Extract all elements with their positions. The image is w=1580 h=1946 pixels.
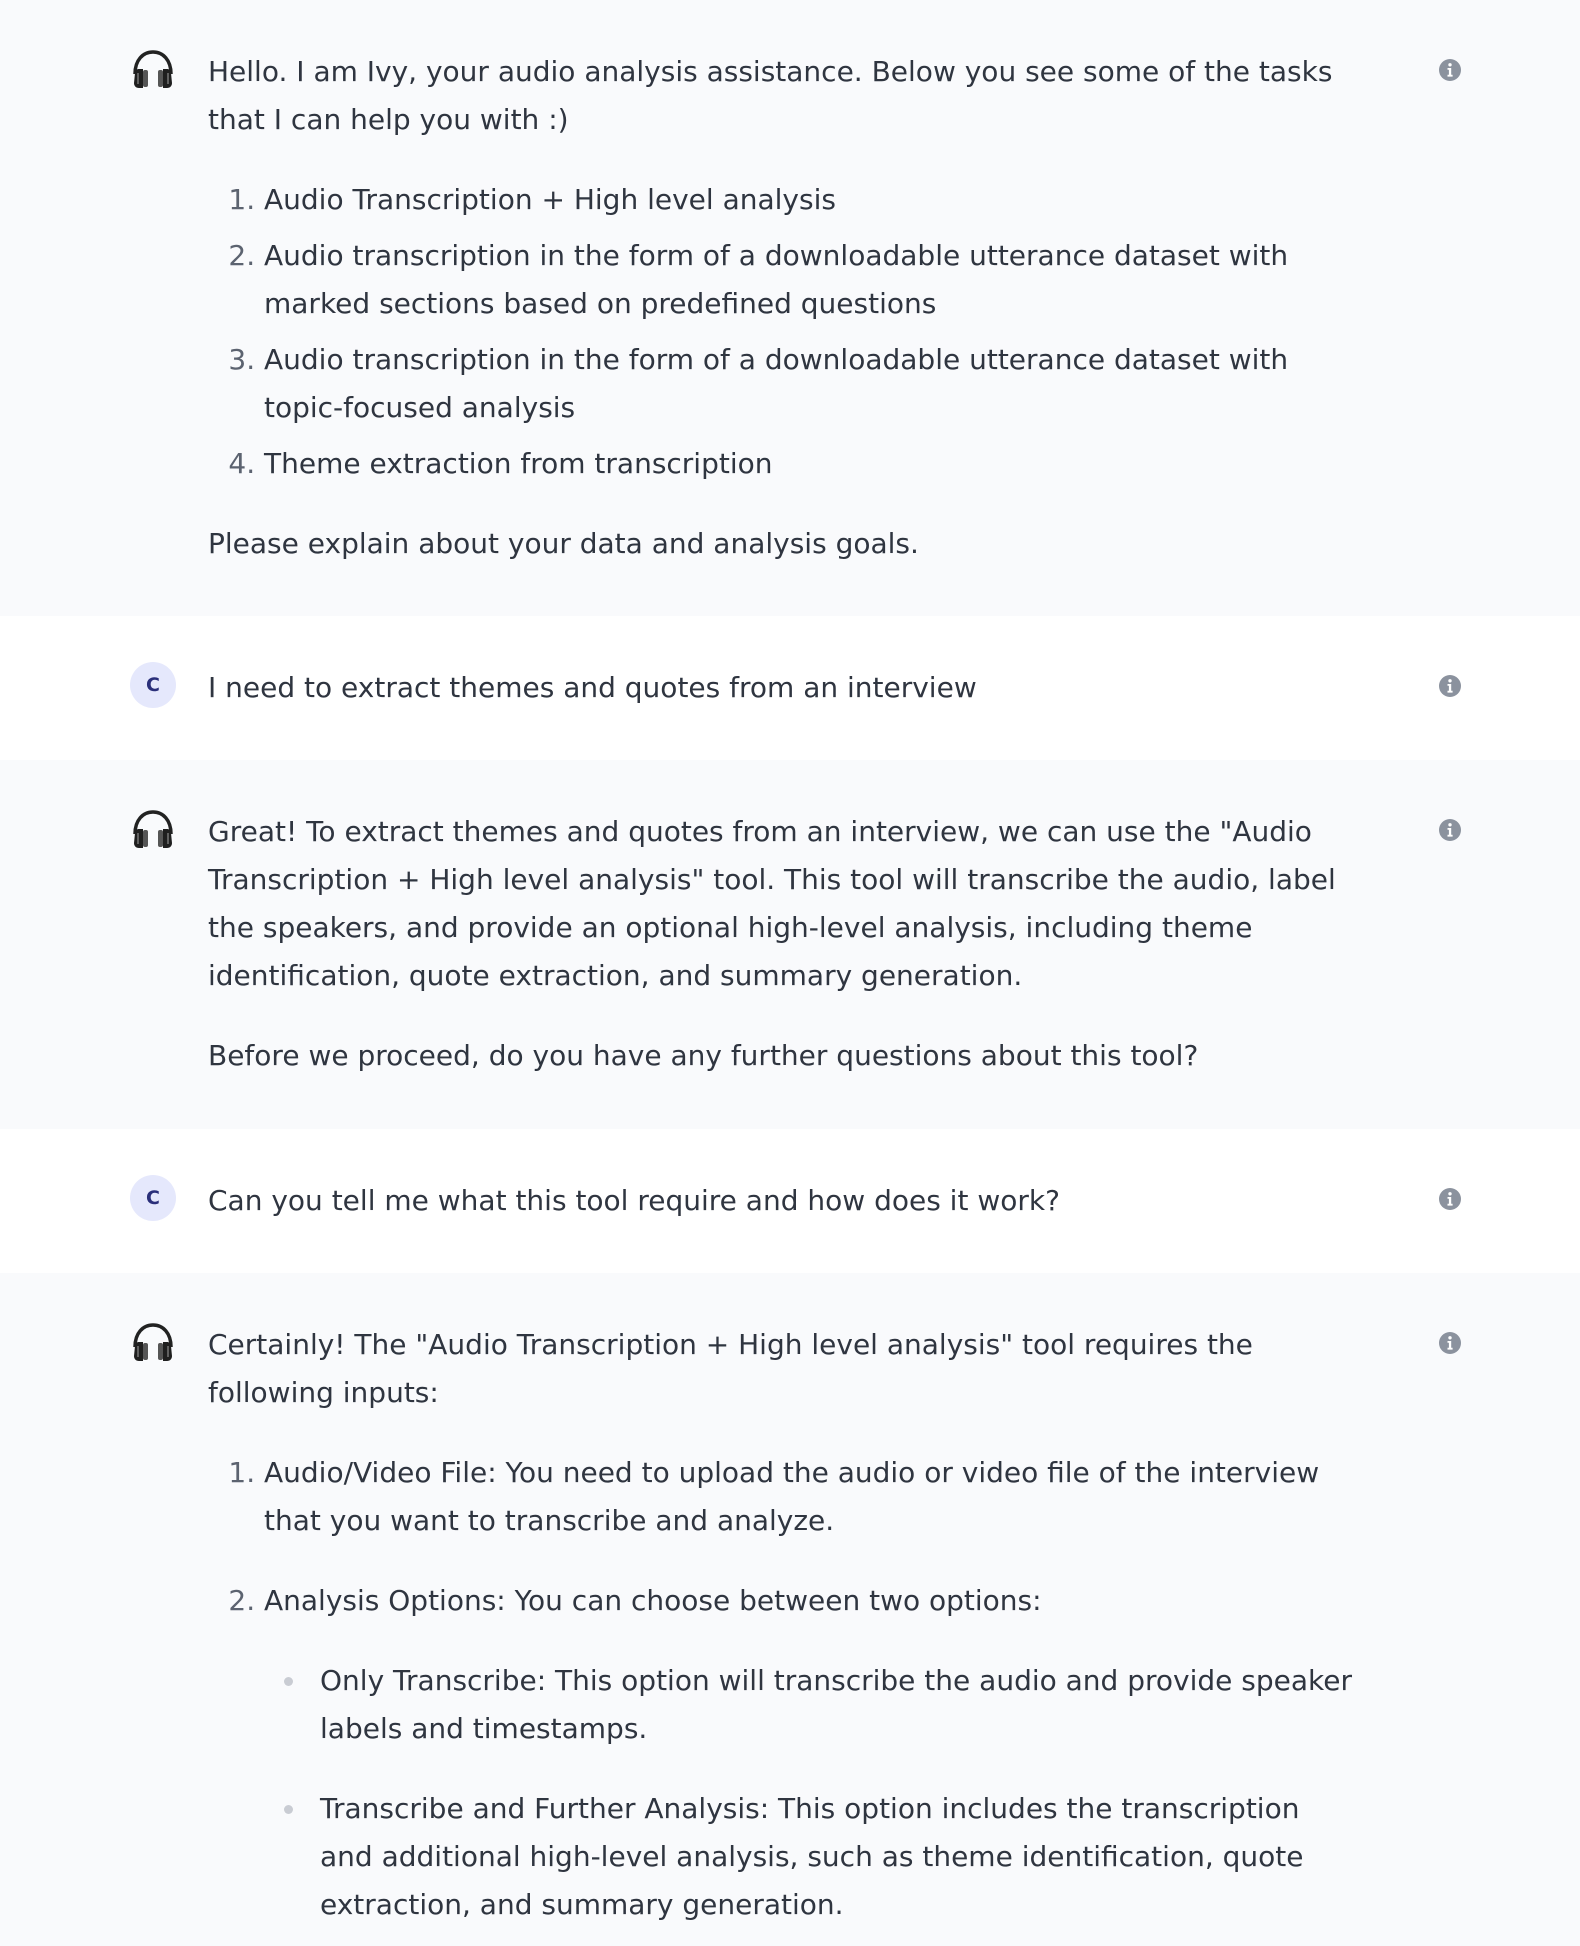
assistant-message [0, 760, 1580, 1129]
list-item: 2. Audio transcription in the form of a downloadable utterance dataset with marked sections based on predefined questions [264, 232, 1356, 328]
message-content [208, 1177, 1356, 1225]
list-item-text: Analysis Options: You can choose between two options: [264, 1584, 1042, 1617]
headphones-icon [130, 806, 176, 852]
list-item [264, 1577, 1356, 1929]
info-icon[interactable] [1438, 674, 1462, 698]
info-icon[interactable] [1438, 818, 1462, 842]
options-list [264, 1657, 1356, 1929]
user-message [0, 1129, 1580, 1273]
list-item-text: Audio/Video File: You need to upload the audio or video file of the interview that you want to transcribe and analyze. [264, 1456, 1320, 1537]
assistant-message [0, 1273, 1580, 1946]
info-icon[interactable] [1438, 1331, 1462, 1355]
list-item [264, 1449, 1356, 1545]
message-text: Can you tell me what this tool require and how does it work? [208, 1184, 1060, 1217]
headphones-icon [130, 1319, 176, 1365]
message-text: Please explain about your data and analysis goals. [208, 527, 919, 560]
message-content [208, 808, 1356, 1080]
requirements-list [208, 1449, 1356, 1929]
list-item: 4. Theme extraction from transcription [264, 440, 1356, 488]
message-text: Certainly! The "Audio Transcription + High level analysis" tool requires the following inputs: [208, 1328, 1253, 1409]
headphones-icon [130, 46, 176, 92]
info-icon[interactable] [1438, 1187, 1462, 1211]
message-content [208, 664, 1356, 712]
avatar: C [130, 1175, 176, 1221]
message-text: Great! To extract themes and quotes from an interview, we can use the "Audio Transcription + High level analysis" tool. This tool will transcribe the audio, label the speakers, and provide an optional high-level analysis, including theme identification, quote extraction, and summary generation. [208, 815, 1336, 992]
message-text: I need to extract themes and quotes from an interview [208, 671, 977, 704]
message-content [208, 48, 1356, 568]
assistant-message [0, 0, 1580, 616]
task-list [208, 176, 1356, 488]
avatar: C [130, 662, 176, 708]
list-item: 3. Audio transcription in the form of a downloadable utterance dataset with topic-focused analysis [264, 336, 1356, 432]
list-item: Only Transcribe: This option will transcribe the audio and provide speaker labels and timestamps. [320, 1657, 1356, 1753]
list-item: 1. Audio Transcription + High level analysis [264, 176, 1356, 224]
message-text: Before we proceed, do you have any further questions about this tool? [208, 1039, 1199, 1072]
message-text: Hello. I am Ivy, your audio analysis assistance. Below you see some of the tasks that I can help you with :) [208, 55, 1333, 136]
message-content [208, 1321, 1356, 1929]
info-icon[interactable] [1438, 58, 1462, 82]
user-message [0, 616, 1580, 760]
list-item: Transcribe and Further Analysis: This option includes the transcription and additional high-level analysis, such as theme identification, quote extraction, and summary generation. [320, 1785, 1356, 1929]
